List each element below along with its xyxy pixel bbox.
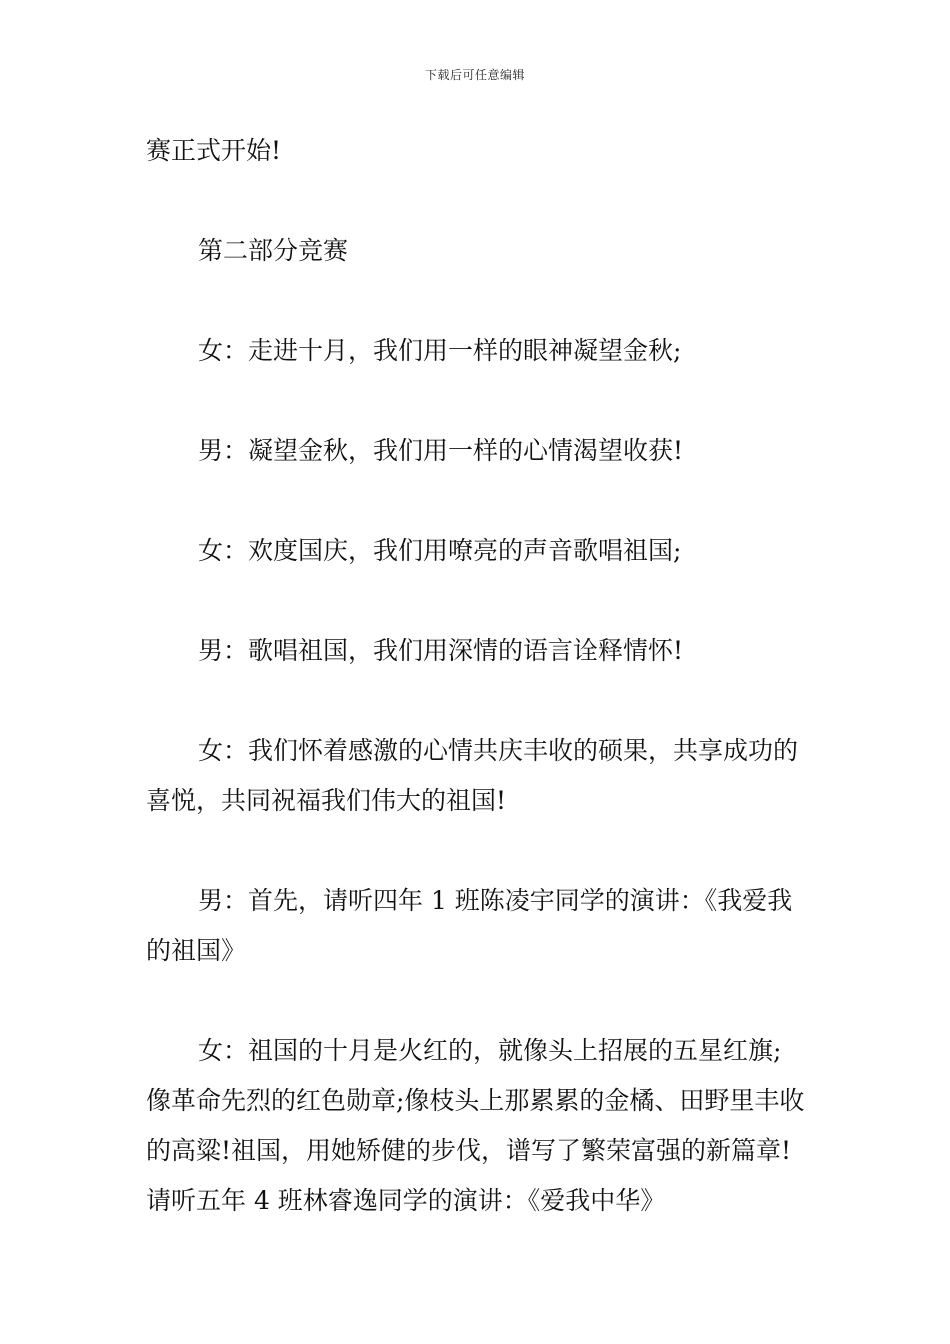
paragraph-section-title: 第二部分竞赛 xyxy=(198,236,349,265)
paragraph-race-start: 赛正式开始! xyxy=(146,136,282,165)
document-body xyxy=(146,126,806,1226)
paragraph-line-female-1: 女：走进十月，我们用一样的眼神凝望金秋; xyxy=(198,336,682,365)
paragraph-line-male-3: 男：首先，请听四年 1 班陈凌宇同学的演讲：《我爱我的祖国》 xyxy=(146,886,793,965)
paragraph-line-female-3: 女：我们怀着感激的心情共庆丰收的硕果，共享成功的喜悦，共同祝福我们伟大的祖国! xyxy=(146,736,799,815)
page-header: 下载后可任意编辑 xyxy=(424,68,525,82)
paragraph-line-male-1: 男：凝望金秋，我们用一样的心情渴望收获! xyxy=(198,436,684,465)
paragraph-line-female-2: 女：欢度国庆，我们用嘹亮的声音歌唱祖国; xyxy=(198,536,682,565)
paragraph-line-male-2: 男：歌唱祖国，我们用深情的语言诠释情怀! xyxy=(198,636,684,665)
paragraph-line-female-4: 女：祖国的十月是火红的，就像头上招展的五星红旗;像革命先烈的红色勋章;像枝头上那累累的金橘、田野里丰收的高粱!祖国，用她矫健的步伐，谱写了繁荣富强的新篇章!请听五年 4 班林睿逸同学的演讲：《爱我中华》 xyxy=(146,1036,805,1215)
